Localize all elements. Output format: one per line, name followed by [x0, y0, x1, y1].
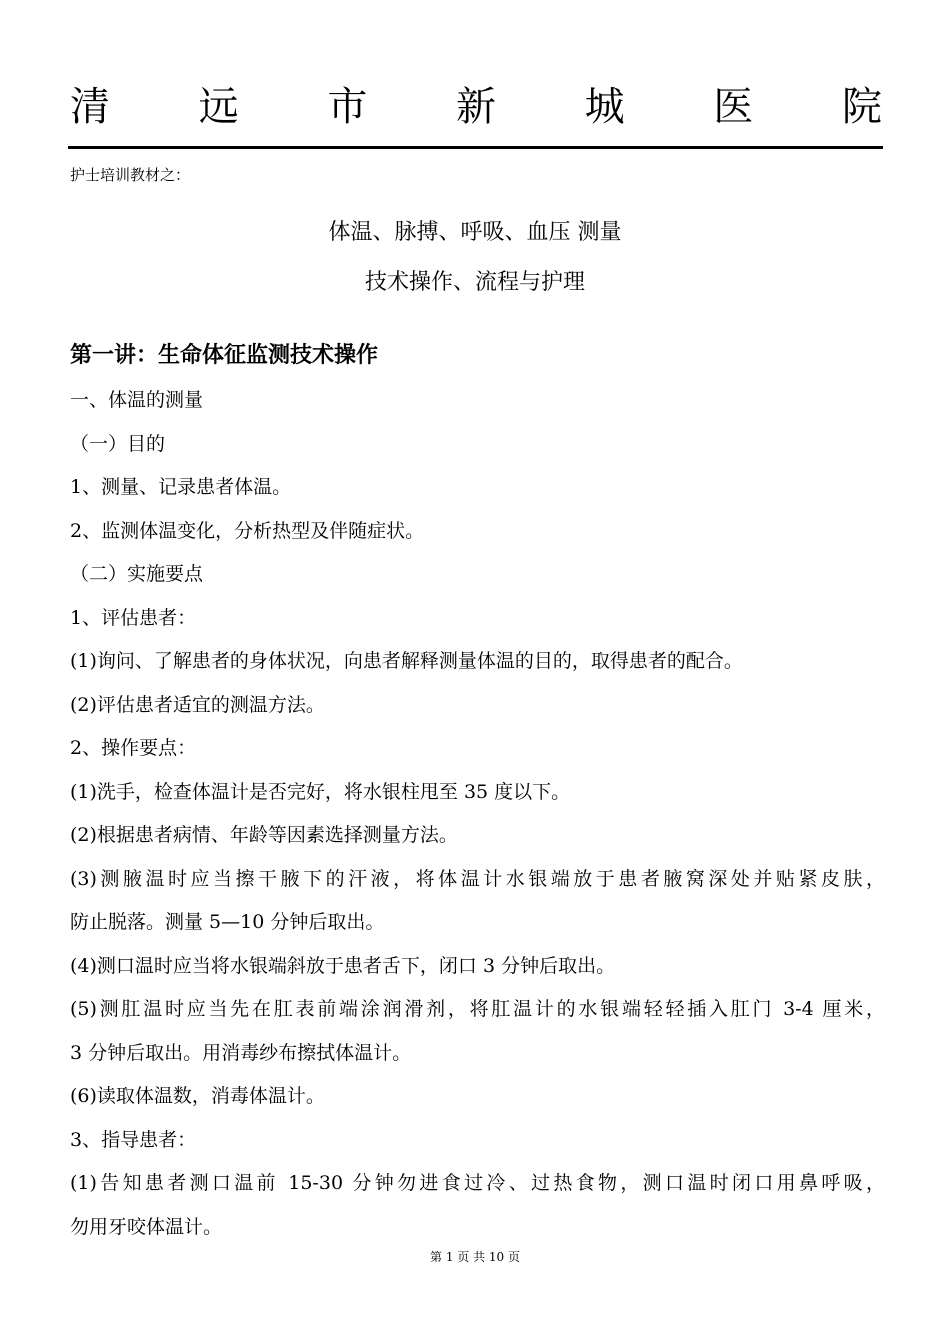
document-body: [70, 385, 885, 1255]
hospital-name-char: 市: [327, 84, 368, 130]
header-divider: [68, 146, 883, 149]
body-line: 防止脱落。测量 5—10 分钟后取出。: [70, 911, 385, 933]
hospital-name-char: 院: [841, 84, 882, 130]
body-line: (2)根据患者病情、年龄等因素选择测量方法。: [70, 824, 458, 846]
document-title-line-2: 技术操作、流程与护理: [364, 270, 585, 295]
body-line: （二）实施要点: [70, 563, 204, 585]
body-line: (5)测肛温时应当先在肛表前端涂润滑剂，将肛温计的水银端轻轻插入肛门 3-4 厘米，: [70, 998, 885, 1020]
body-line: 1、测量、记录患者体温。: [70, 476, 292, 498]
document-title-line-1: 体温、脉搏、呼吸、血压 测量: [328, 220, 622, 245]
body-line: (1)询问、了解患者的身体状况，向患者解释测量体温的目的，取得患者的配合。: [70, 650, 743, 672]
body-line: 3、指导患者：: [70, 1128, 197, 1151]
body-line: 勿用牙咬体温计。: [70, 1215, 223, 1238]
body-line: 1、评估患者：: [70, 606, 197, 629]
body-line: (2)评估患者适宜的测温方法。: [70, 693, 325, 716]
body-line: 一、体温的测量: [70, 389, 204, 411]
hospital-name: [70, 78, 882, 136]
body-line: (6)读取体温数，消毒体温计。: [70, 1085, 325, 1107]
hospital-name-char: 清: [70, 84, 110, 130]
page-footer: 第 1 页 共 10 页: [430, 1250, 520, 1264]
hospital-name-char: 城: [584, 84, 625, 130]
body-line: （一）目的: [70, 432, 166, 455]
body-line: 2、操作要点：: [70, 737, 197, 759]
hospital-name-char: 新: [455, 84, 496, 130]
subject-line: 护士培训教材之：: [70, 166, 191, 184]
body-line: 2、监测体温变化，分析热型及伴随症状。: [70, 519, 425, 542]
body-line: (4)测口温时应当将水银端斜放于患者舌下，闭口 3 分钟后取出。: [70, 954, 616, 977]
body-line: (1)洗手，检查体温计是否完好，将水银柱甩至 35 度以下。: [70, 780, 571, 803]
hospital-name-char: 远: [198, 84, 239, 130]
body-line: (3)测腋温时应当擦干腋下的汗液，将体温计水银端放于患者腋窝深处并贴紧皮肤，: [70, 867, 885, 890]
body-line: 3 分钟后取出。用消毒纱布擦拭体温计。: [70, 1041, 412, 1064]
hospital-name-char: 医: [713, 84, 754, 130]
body-line: (1)告知患者测口温前 15-30 分钟勿进食过冷、过热食物，测口温时闭口用鼻呼吸，: [70, 1172, 885, 1194]
lecture-heading: 第一讲：生命体征监测技术操作: [70, 343, 379, 368]
